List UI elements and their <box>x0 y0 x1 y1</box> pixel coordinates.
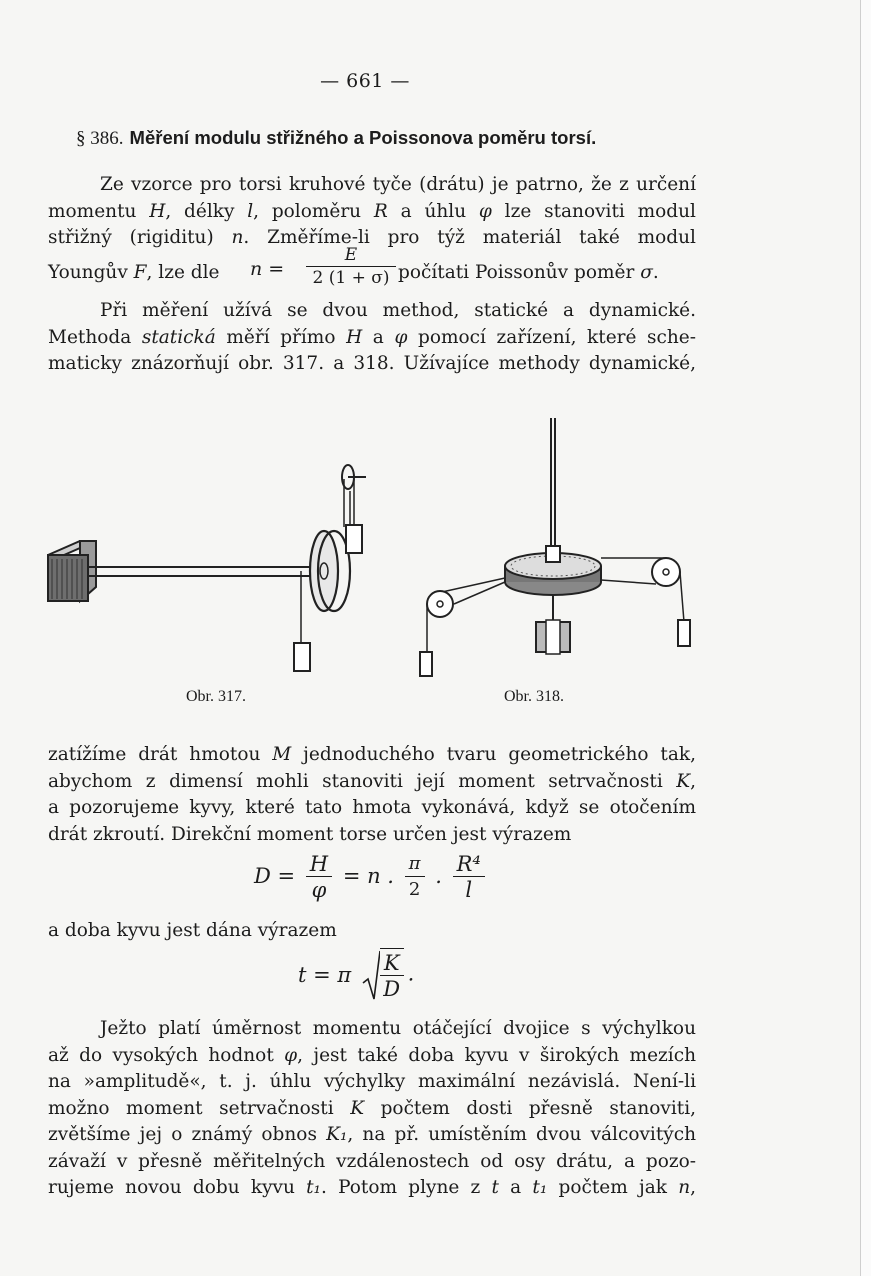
fraction-pi-2: $\frac{\pi}{2}$ <box>405 852 425 903</box>
text-line: a pozorujeme kyvy, které tato hmota vykonává, když se otočením <box>48 797 696 818</box>
text-line: Při měření užívá se dvou method, statické a dynamické. <box>100 300 696 321</box>
right-pulley <box>601 558 690 646</box>
text-line: zatížíme drát hmotou M jednoduchého tvaru geometrického tak, <box>48 744 696 765</box>
pulley-disk <box>310 531 350 611</box>
fraction-R4-l: $\frac{\text{R⁴}}{l}$ <box>453 852 485 903</box>
paragraph-4 <box>48 1016 696 1202</box>
paragraph-1 <box>48 172 696 252</box>
formula-period: t = π $\frac{K}{D}$ . <box>298 948 414 1002</box>
poisson-formula-fraction: E 2 (1 + σ) <box>306 244 396 289</box>
caption-318: Obr. 318. <box>504 688 564 705</box>
paragraph-3 <box>48 742 696 848</box>
paragraph-2 <box>48 298 696 378</box>
page-number: — 661 — <box>320 70 410 92</box>
youngs-line: Youngův F, lze dle n = E 2 (1 + σ) počítati Poissonův poměr σ. <box>48 245 659 288</box>
lower-clamp <box>536 595 570 654</box>
text-line: rujeme novou dobu kyvu t₁. Potom plyne z t a t₁ počtem jak n, <box>48 1177 696 1198</box>
text-line: Methoda statická měří přímo H a φ pomocí zařízení, které sche- <box>48 326 696 348</box>
left-pulley <box>420 578 505 676</box>
page-edge <box>860 0 871 1276</box>
poisson-formula-lhs: n = <box>250 258 285 280</box>
fraction-K-D: $\frac{K}{D}$ <box>380 948 404 1002</box>
text-line: střižný (rigiditu) n. Změříme-li pro týž materiál také modul <box>48 227 696 248</box>
text-line: závaží v přesně měřitelných vzdálenostech od osy drátu, a pozo- <box>48 1150 696 1172</box>
figure-318 <box>410 410 710 682</box>
clamp-block <box>48 541 96 601</box>
text-line: zvětšíme jej o známý obnos K₁, na př. umístěním dvou válcovitých <box>48 1124 696 1145</box>
text-line: abychom z dimensí mohli stanoviti její moment setrvačnosti K, <box>48 770 696 792</box>
text-line: Ze vzorce pro torsi kruhové tyče (drátu) je patrno, že z určení <box>100 174 696 195</box>
text-line: možno moment setrvačnosti K počtem dosti přesně stanoviti, <box>48 1097 696 1119</box>
text-line: až do vysokých hodnot φ, jest také doba kyvu v širokých mezích <box>48 1044 696 1066</box>
figure-317 <box>40 455 370 685</box>
formula-direction-moment: D = $\frac{H}{\varphi}$ = n . $\frac{\pi}{2}$ . $\frac{\text{R⁴}}{l}$ <box>254 852 489 903</box>
text-line: momentu H, délky l, poloměru R a úhlu φ lze stanoviti modul <box>48 200 696 222</box>
pointer-weight <box>346 525 362 553</box>
text-line: Ježto platí úměrnost momentu otáčející dvojice s výchylkou <box>100 1018 696 1039</box>
text-line: na »amplitudě«, t. j. úhlu výchylky maximální nezávislá. Není-li <box>48 1071 696 1092</box>
section-heading <box>76 127 736 150</box>
text-line: maticky znázorňují obr. 317. a 318. Užívajíce methody dynamické, <box>48 353 696 374</box>
section-number: § 386. <box>76 128 124 149</box>
section-title: Měření modulu střižného a Poissonova poměru torsí. <box>129 127 597 148</box>
caption-317: Obr. 317. <box>186 688 246 705</box>
hanging-weight <box>294 643 310 671</box>
text-between-formulas: a doba kyvu jest dána výrazem <box>48 920 337 941</box>
torsion-rod <box>88 567 322 576</box>
text-line: drát zkroutí. Direkční moment torse určen jest výrazem <box>48 823 572 845</box>
fraction-H-phi: $\frac{H}{\varphi}$ <box>306 852 332 903</box>
sqrt-icon <box>362 949 380 1001</box>
graduated-disk <box>505 546 601 595</box>
